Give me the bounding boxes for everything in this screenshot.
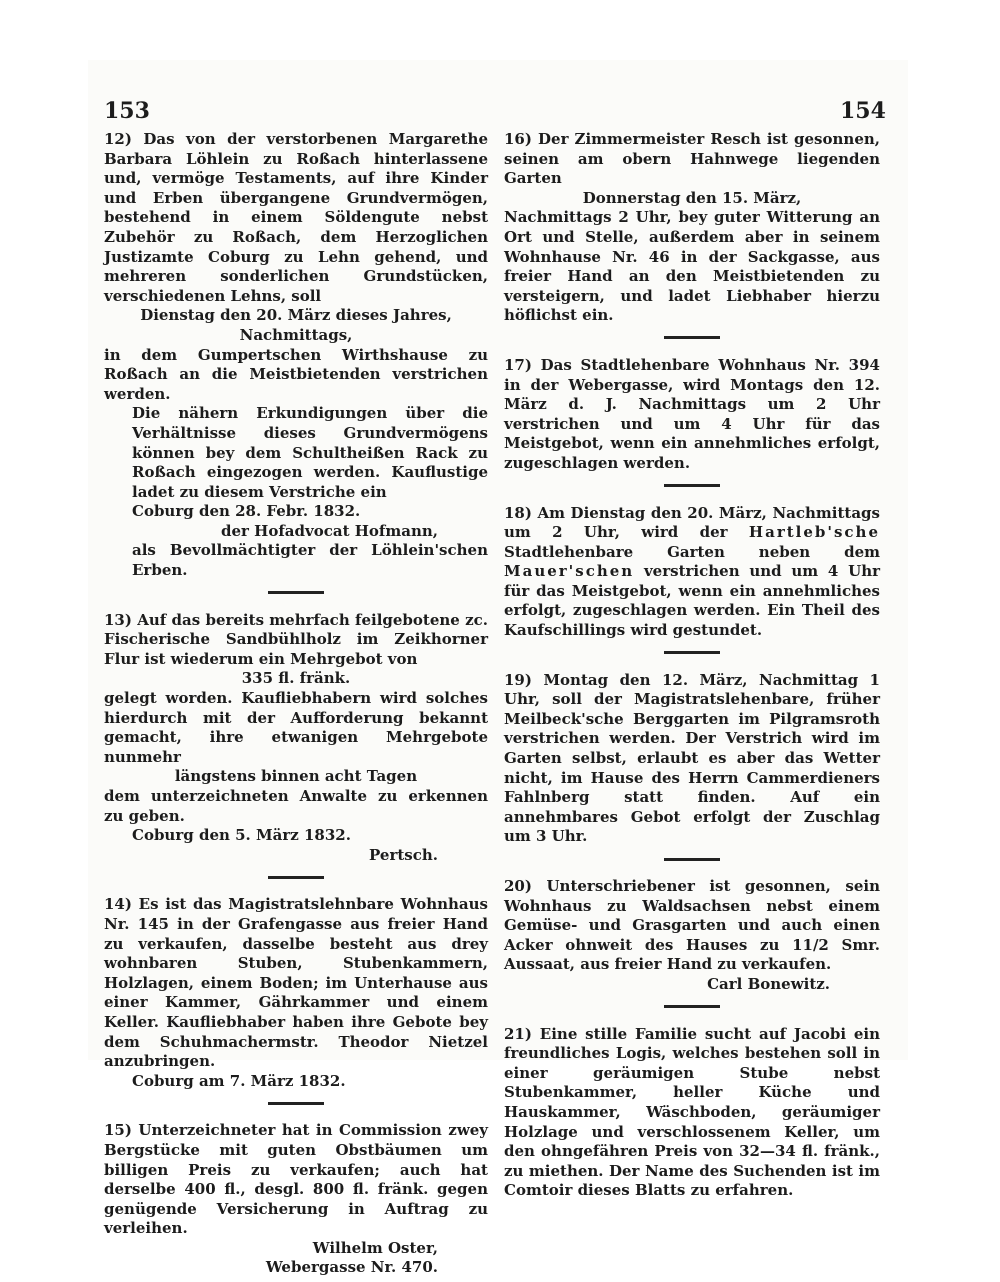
advertisement-13 (104, 611, 488, 866)
ad-text-part: 18) Am Dienstag den 20. März, Nachmittags um 2 Uhr, wird der (504, 503, 880, 542)
ad-text-end: dem unterzeichneten Anwalte zu erkennen zu geben. (104, 787, 488, 825)
ad-dateline: Coburg den 5. März 1832. (132, 826, 351, 845)
separator-rule (104, 869, 488, 885)
advertisement-16 (504, 130, 880, 326)
ad-name-mauer: Mauer'schen (504, 562, 635, 581)
ad-name-hartleb: Hartleb'sche (748, 523, 880, 542)
advertisement-19 (504, 671, 880, 847)
ad-date: Donnerstag den 15. März, (582, 188, 802, 207)
separator-rule (104, 585, 488, 601)
page-number-right: 154 (840, 98, 886, 124)
ad-signer: Wilhelm Oster, (312, 1238, 438, 1257)
ad-text: 17) Das Stadtlehenbare Wohnhaus Nr. 394 in der Webergasse, wird Montags den 12. März d. J. Nachmittags um 2 Uhr verstrichen und um 4 Uhr für das Meistgebot, wenn ein annehmliches erfolgt, zugeschlagen werden. (504, 355, 880, 472)
left-column (104, 130, 488, 1282)
ad-signer-role: als Bevollmächtigter der Löhlein'schen Erben. (132, 541, 488, 580)
ad-text (504, 504, 880, 641)
right-column (504, 130, 880, 1205)
advertisement-20 (504, 877, 880, 995)
separator-rule (504, 645, 880, 661)
advertisement-18 (504, 504, 880, 641)
ad-text: 20) Unterschriebener ist gesonnen, sein Wohnhaus zu Waldsachsen nebst einem Gemüse- und Grasgarten und auch einen Acker ohnweit des Hauses zu 11/2 Smr. Aussaat, aus freier Hand zu verkaufen. (504, 877, 880, 974)
ad-text-part: verstrichen und um 4 Uhr für das Meistgebot, wenn ein annehmliches erfolgt, zugeschlagen werden. Ein Theil des Kaufschillings wird gestundet. (504, 562, 880, 640)
advertisement-14 (104, 895, 488, 1091)
ad-signer: der Hofadvocat Hofmann, (221, 521, 438, 540)
ad-deadline: längstens binnen acht Tagen (174, 767, 418, 786)
ad-text: 13) Auf das bereits mehrfach feilgebotene zc. Fischerische Sandbühlholz im Zeikhorner Flur ist wiederum ein Mehrgebot von (104, 610, 488, 668)
ad-text: 14) Es ist das Magistratslehnbare Wohnhaus Nr. 145 in der Grafengasse aus freier Hand zu verkaufen, dasselbe besteht aus drey wohnbaren Stuben, Stubenkammern, Holzlagen, einem Boden; im Unterhause aus einer Kammer, Gährkammer und einem Keller. Kaufliebhaber haben ihre Gebote bey dem Schuhmachermstr. Theodor Nietzel anzubringen. (104, 895, 488, 1071)
separator-rule (504, 999, 880, 1015)
advertisement-12 (104, 130, 488, 581)
ad-dateline: Coburg den 28. Febr. 1832. (132, 502, 361, 521)
ad-text-continued: Nachmittags 2 Uhr, bey guter Witterung an Ort und Stelle, außerdem aber in seinem Wohnhause Nr. 46 in der Sackgasse, aus freier Hand an den Meistbietenden zu versteigern, und ladet Liebhaber hierzu höflichst ein. (504, 208, 880, 325)
page-number-left: 153 (104, 98, 150, 124)
advertisement-21 (504, 1025, 880, 1201)
ad-signer: Carl Bonewitz. (707, 974, 830, 993)
separator-rule (104, 1095, 488, 1111)
ad-text: 12) Das von der verstorbenen Margarethe Barbara Löhlein zu Roßach hinterlassene und, vermöge Testaments, auf ihre Kinder und Erben übergangene Grundvermögen, bestehend in einem Söldengute nebst Zubehör zu Roßach, dem Herzoglichen Justizamte Coburg zu Lehn gehend, und mehreren sonderlichen Grundstücken, verschiedenen Lehns, soll (104, 130, 488, 305)
ad-date: Dienstag den 20. März dieses Jahres, (140, 306, 452, 325)
ad-text: 15) Unterzeichneter hat in Commission zwey Bergstücke mit guten Obstbäumen um billigen Preis zu verkaufen; auch hat derselbe 400 fl., desgl. 800 fl. fränk. gegen genügende Versicherung in Auftrag zu verleihen. (104, 1121, 488, 1238)
ad-dateline: Coburg am 7. März 1832. (132, 1071, 346, 1090)
ad-info: Die nähern Erkundigungen über die Verhältnisse dieses Grundvermögens können bey dem Schultheißen Rack zu Roßach eingezogen werden. Kauflustige ladet zu diesem Verstriche ein (132, 404, 488, 501)
ad-signer: Pertsch. (369, 845, 438, 864)
ad-amount: 335 fl. fränk. (241, 669, 351, 688)
advertisement-17 (504, 356, 880, 474)
ad-address: Webergasse Nr. 470. (265, 1258, 438, 1277)
separator-rule (504, 478, 880, 494)
ad-text: 21) Eine stille Familie sucht auf Jacobi ein freundliches Logis, welches bestehen soll in einer geräumigen Stube nebst Stubenkammer, heller Küche und Hauskammer, Wäschboden, geräumiger Holzlage und verschlossenem Keller, um den ohngefähren Preis von 32—34 fl. fränk., zu miethen. Der Name des Suchenden ist im Comtoir dieses Blatts zu erfahren. (504, 1024, 880, 1200)
ad-text: 16) Der Zimmermeister Resch ist gesonnen, seinen am obern Hahnwege liegenden Garten (504, 130, 880, 188)
separator-rule (504, 330, 880, 346)
ad-time: Nachmittags, (239, 325, 353, 344)
ad-place: in dem Gumpertschen Wirthshause zu Roßach an die Meistbietenden verstrichen werden. (104, 345, 488, 403)
ad-text: 19) Montag den 12. März, Nachmittag 1 Uhr, soll der Magistratslehenbare, früher Meilbeck'sche Berggarten im Pilgramsroth verstrichen werden. Der Verstrich wird im Garten selbst, erlaubt es aber das Wetter nicht, im Hause des Herrn Cammerdieners Fahlnberg statt finden. Auf ein annehmbares Gebot erfolgt der Zuschlag um 3 Uhr. (504, 670, 880, 846)
ad-text-part: Stadtlehenbare Garten neben dem (504, 542, 880, 561)
ad-text-continued: gelegt worden. Kaufliebhabern wird solches hierdurch mit der Aufforderung bekannt gemacht, ihre etwanigen Mehrgebote nunmehr (104, 689, 488, 766)
separator-rule (504, 851, 880, 867)
